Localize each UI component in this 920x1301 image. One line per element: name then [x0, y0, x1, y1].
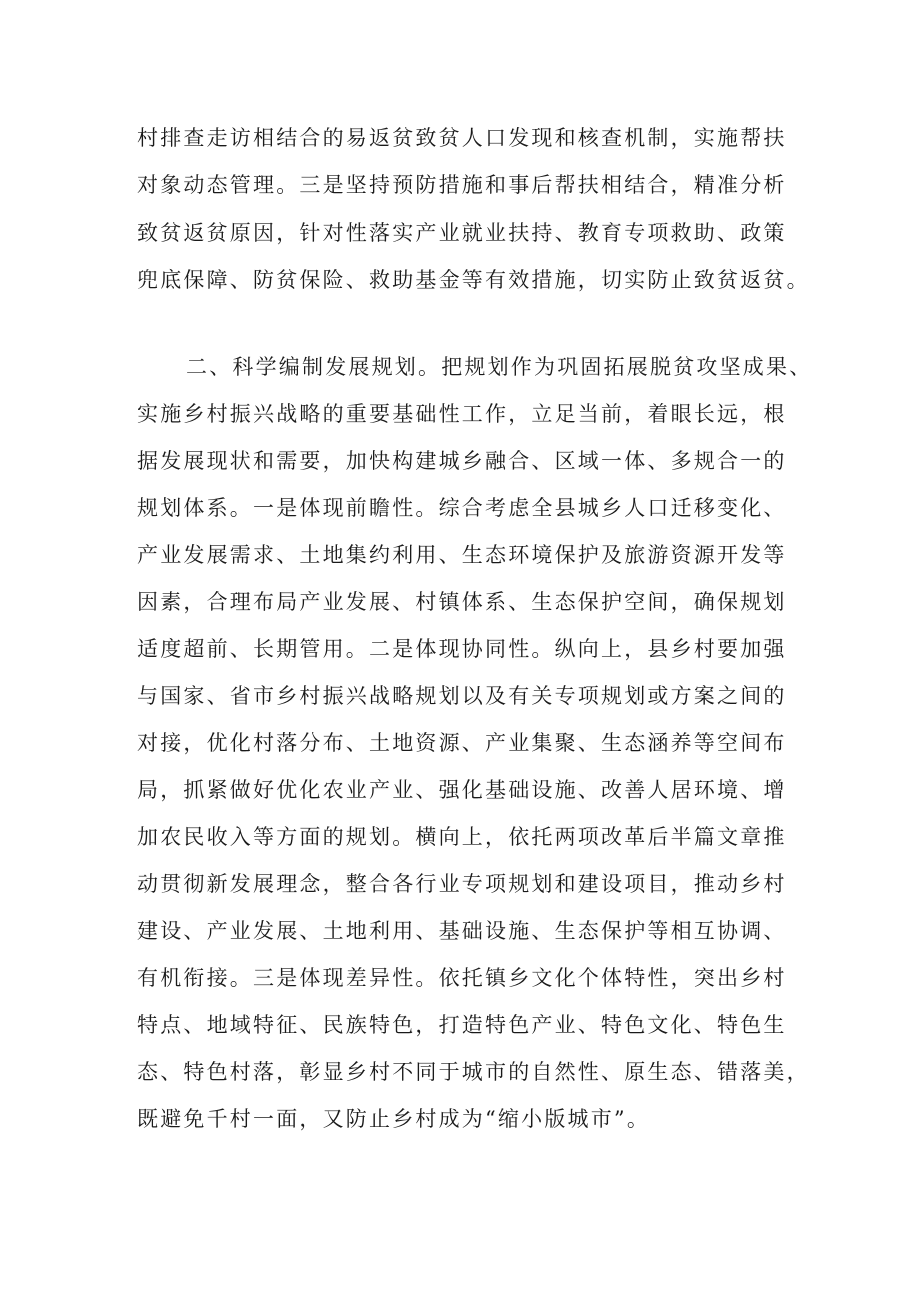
paragraph-line: 有机衔接。三是体现差异性。依托镇乡文化个体特性，突出乡村	[137, 966, 787, 990]
paragraph-line: 实施乡村振兴战略的重要基础性工作，立足当前，着眼长远，根	[137, 402, 787, 426]
paragraph-line: 适度超前、长期管用。二是体现协同性。纵向上，县乡村要加强	[137, 637, 787, 661]
paragraph-line: 规划体系。一是体现前瞻性。综合考虑全县城乡人口迁移变化、	[137, 496, 787, 520]
paragraph-line: 既避免千村一面，又防止乡村成为“缩小版城市”。	[137, 1107, 651, 1131]
paragraph-line: 特点、地域特征、民族特色，打造特色产业、特色文化、特色生	[137, 1013, 787, 1037]
paragraph-line: 态、特色村落，彰显乡村不同于城市的自然性、原生态、错落美，	[137, 1060, 810, 1084]
paragraph-line: 动贯彻新发展理念，整合各行业专项规划和建设项目，推动乡村	[137, 872, 787, 896]
paragraph-line: 建设、产业发展、土地利用、基础设施、生态保护等相互协调、	[137, 919, 787, 943]
paragraph-line: 二、科学编制发展规划。把规划作为巩固拓展脱贫攻坚成果、	[186, 355, 813, 379]
paragraph-line: 产业发展需求、土地集约利用、生态环境保护及旅游资源开发等	[137, 543, 787, 567]
paragraph-line: 村排查走访相结合的易返贫致贫人口发现和核查机制，实施帮扶	[137, 126, 787, 150]
paragraph-line: 局，抓紧做好优化农业产业、强化基础设施、改善人居环境、增	[137, 778, 787, 802]
paragraph-line: 兜底保障、防贫保险、救助基金等有效措施，切实防止致贫返贫。	[137, 268, 810, 292]
paragraph-line: 致贫返贫原因，针对性落实产业就业扶持、教育专项救助、政策	[137, 221, 787, 245]
paragraph-line: 因素，合理布局产业发展、村镇体系、生态保护空间，确保规划	[137, 590, 787, 614]
paragraph-line: 与国家、省市乡村振兴战略规划以及有关专项规划或方案之间的	[137, 684, 787, 708]
paragraph-line: 据发展现状和需要，加快构建城乡融合、区域一体、多规合一的	[137, 449, 787, 473]
paragraph-line: 对象动态管理。三是坚持预防措施和事后帮扶相结合，精准分析	[137, 173, 787, 197]
paragraph-line: 加农民收入等方面的规划。横向上，依托两项改革后半篇文章推	[137, 825, 787, 849]
paragraph-line: 对接，优化村落分布、土地资源、产业集聚、生态涵养等空间布	[137, 731, 787, 755]
